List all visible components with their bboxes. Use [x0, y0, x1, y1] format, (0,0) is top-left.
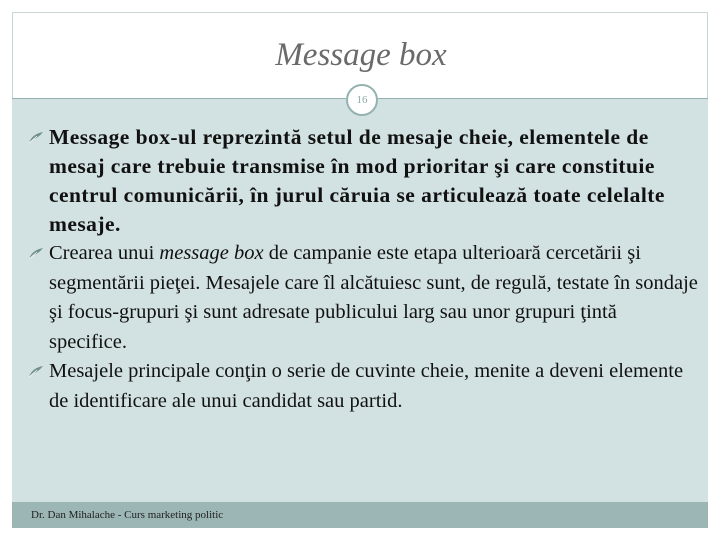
bullet-text-emphasis: message box [159, 242, 264, 264]
bullet-text-rest: de campanie este etapa ulterioară cercetării şi segmentării pieţei. Mesajele care îl alcătuiesc sunt, de regulă, testate în sondaje şi focus-grupuri şi sunt adresate publicului larg sau unor grupuri ţintă specifice. [49, 242, 698, 353]
slide-title: Message box [275, 37, 447, 73]
footer-text: Dr. Dan Mihalache - Curs marketing politic [31, 509, 224, 521]
bullet-text: Message box-ul reprezintă setul de mesaje cheie, elementele de mesaj care trebuie transmise în mod prioritar şi care constituie centrul comunicării, în jurul căruia se articulează toate celelalte mesaje. [49, 125, 665, 236]
bullet-text: Mesajele principale conţin o serie de cuvinte cheie, menite a deveni elemente de identificare ale unui candidat sau partid. [49, 360, 684, 412]
bullet-item [28, 357, 698, 416]
bullet-item [28, 239, 698, 357]
slide-number-badge: 16 [346, 84, 378, 116]
feather-bullet-icon [28, 247, 44, 260]
feather-bullet-icon [28, 131, 44, 144]
bullet-list [28, 123, 698, 416]
feather-bullet-icon [28, 365, 44, 378]
divider-left [12, 98, 346, 99]
divider-right [378, 98, 708, 99]
bullet-text-lead: Crearea unui [49, 242, 160, 264]
bullet-item [28, 123, 698, 239]
